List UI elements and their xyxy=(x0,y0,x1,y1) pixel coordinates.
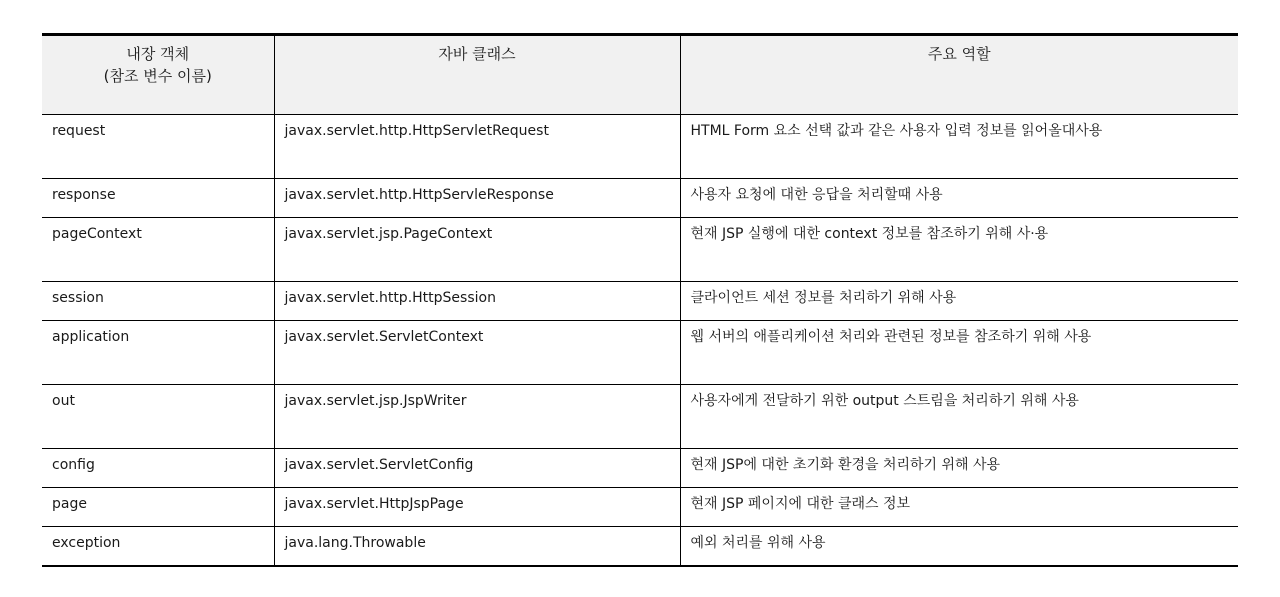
cell-object: exception xyxy=(42,527,274,566)
table-row xyxy=(42,488,1238,527)
cell-role: 현재 JSP에 대한 초기화 환경을 처리하기 위해 사용 xyxy=(680,449,1238,488)
header-java-class: 자바 클래스 xyxy=(274,35,680,115)
cell-role: 현재 JSP 실행에 대한 context 정보를 참조하기 위해 사·용 xyxy=(680,218,1238,282)
cell-object: request xyxy=(42,115,274,179)
cell-class: javax.servlet.ServletContext xyxy=(274,321,680,385)
table-row xyxy=(42,385,1238,449)
table-row xyxy=(42,179,1238,218)
cell-class: javax.servlet.http.HttpServletRequest xyxy=(274,115,680,179)
header-main-role: 주요 역할 xyxy=(680,35,1238,115)
cell-object: session xyxy=(42,282,274,321)
table-body xyxy=(42,115,1238,566)
cell-role: HTML Form 요소 선택 값과 같은 사용자 입력 정보를 읽어올대사용 xyxy=(680,115,1238,179)
table-row xyxy=(42,115,1238,179)
cell-class: javax.servlet.http.HttpServleResponse xyxy=(274,179,680,218)
table-row xyxy=(42,527,1238,566)
cell-role: 현재 JSP 페이지에 대한 클래스 정보 xyxy=(680,488,1238,527)
cell-object: response xyxy=(42,179,274,218)
cell-object: page xyxy=(42,488,274,527)
cell-class: java.lang.Throwable xyxy=(274,527,680,566)
cell-class: javax.servlet.http.HttpSession xyxy=(274,282,680,321)
header-object-name-line1: 내장 객체 xyxy=(126,45,190,63)
cell-class: javax.servlet.jsp.PageContext xyxy=(274,218,680,282)
table-row xyxy=(42,282,1238,321)
header-object-name-line2: (참조 변수 이름) xyxy=(103,67,212,85)
table-header xyxy=(42,35,1238,115)
table-row xyxy=(42,218,1238,282)
cell-role: 웹 서버의 애플리케이션 처리와 관련된 정보를 참조하기 위해 사용 xyxy=(680,321,1238,385)
table-row xyxy=(42,321,1238,385)
implicit-objects-table xyxy=(42,33,1238,567)
header-row xyxy=(42,35,1238,115)
header-object-name xyxy=(42,35,274,115)
cell-class: javax.servlet.jsp.JspWriter xyxy=(274,385,680,449)
cell-object: pageContext xyxy=(42,218,274,282)
cell-object: application xyxy=(42,321,274,385)
cell-role: 클라이언트 세션 정보를 처리하기 위해 사용 xyxy=(680,282,1238,321)
table-row xyxy=(42,449,1238,488)
cell-object: out xyxy=(42,385,274,449)
cell-class: javax.servlet.ServletConfig xyxy=(274,449,680,488)
cell-class: javax.servlet.HttpJspPage xyxy=(274,488,680,527)
cell-role: 사용자 요청에 대한 응답을 처리할때 사용 xyxy=(680,179,1238,218)
cell-object: config xyxy=(42,449,274,488)
cell-role: 예외 처리를 위해 사용 xyxy=(680,527,1238,566)
cell-role: 사용자에게 전달하기 위한 output 스트림을 처리하기 위해 사용 xyxy=(680,385,1238,449)
